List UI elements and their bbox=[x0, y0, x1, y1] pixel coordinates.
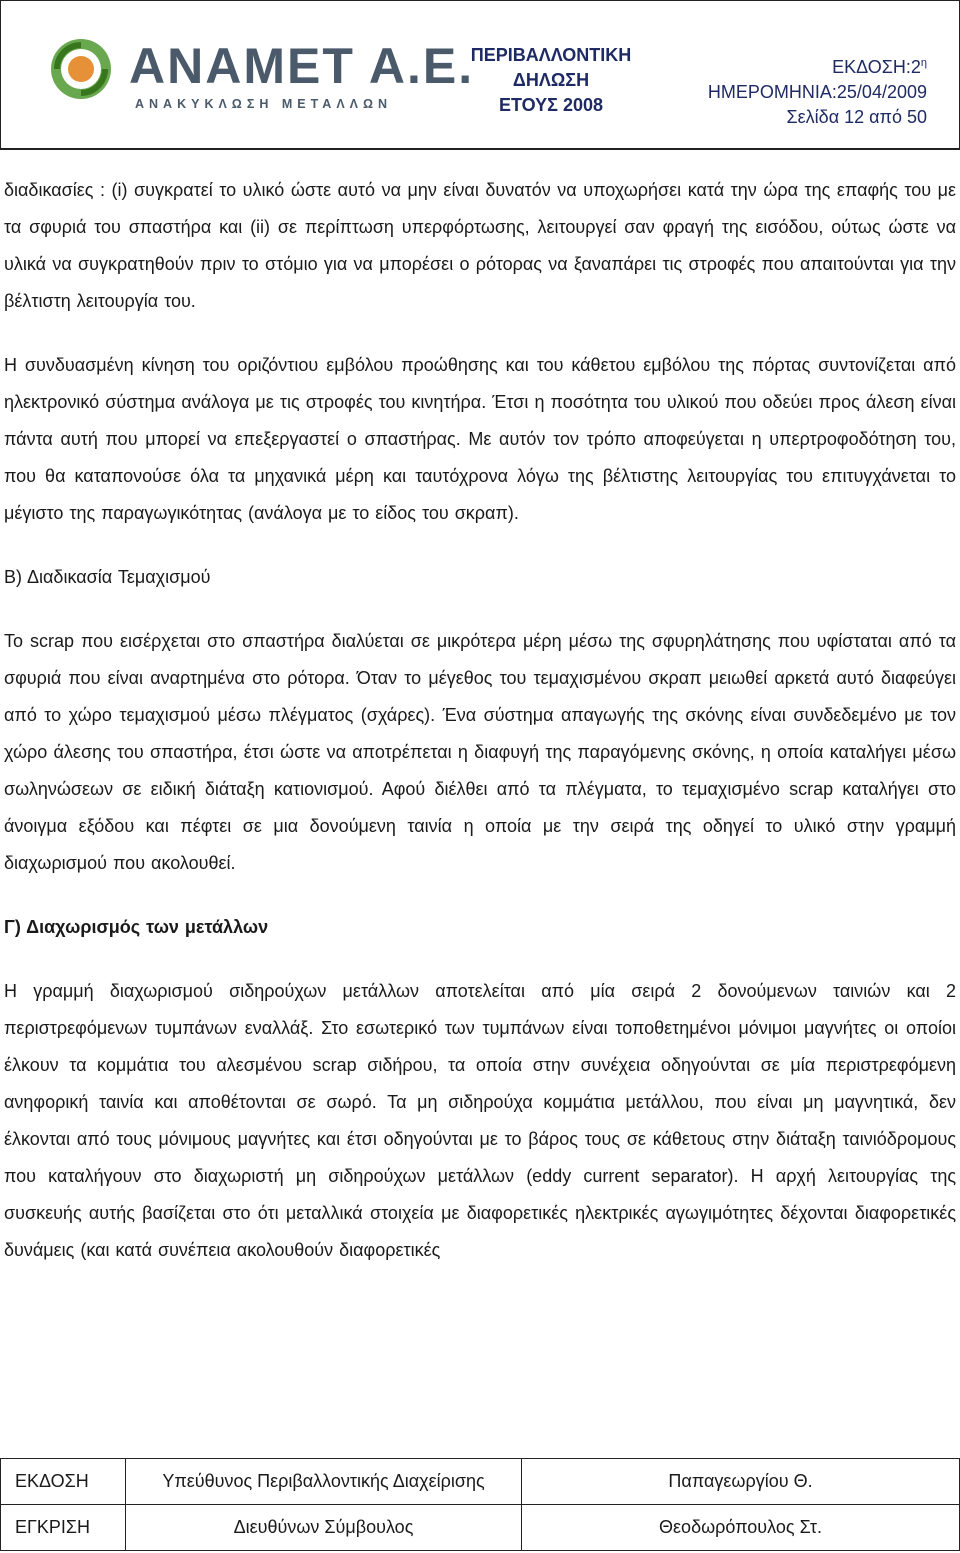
anamet-logo-icon bbox=[45, 33, 117, 105]
footer-label-edition: ΕΚΔΟΣΗ bbox=[1, 1459, 126, 1505]
footer-person-approval: Θεοδωρόπουλος Στ. bbox=[522, 1505, 960, 1551]
logo-tagline: ΑΝΑΚΥΚΛΩΣΗ ΜΕΤΑΛΛΩΝ bbox=[135, 97, 393, 111]
title-line-2: ΔΗΛΩΣΗ bbox=[512, 70, 590, 90]
footer-row-approval bbox=[1, 1505, 960, 1551]
edition-superscript: η bbox=[920, 57, 927, 69]
title-line-3: ΕΤΟΥΣ 2008 bbox=[498, 95, 604, 115]
company-logo bbox=[45, 23, 475, 113]
paragraph-1: διαδικασίες : (i) συγκρατεί το υλικό ώστε αυτό να μην είναι δυνατόν να υποχωρήσει κατά την ώρα της επαφής του με τα σφυριά του σπαστήρα και (ii) σε περίπτωση υπερφόρτωσης, λειτουργεί σαν φραγή της εισόδου, ούτως ώστε να υλικά να συγκρατηθούν πριν το στόμιο για να μπορέσει ο ρότορας να ξαναπάρει τις στροφές που απαιτούνται για την βέλτιστη λειτουργία του. bbox=[4, 180, 956, 311]
section-heading-b: Β) Διαδικασία Τεμαχισμού bbox=[4, 567, 211, 587]
page-number: Σελίδα 12 από 50 bbox=[786, 107, 927, 127]
document-title bbox=[431, 43, 671, 118]
footer-label-approval: ΕΓΚΡΙΣΗ bbox=[1, 1505, 126, 1551]
edition-text: ΕΚΔΟΣΗ:2 bbox=[832, 57, 921, 77]
footer-role-approval: Διευθύνων Σύμβουλος bbox=[126, 1505, 522, 1551]
logo-name: ANAMET A.E. bbox=[129, 38, 475, 94]
document-body bbox=[4, 172, 956, 1269]
document-meta bbox=[708, 51, 927, 130]
document-header bbox=[0, 0, 960, 150]
edition bbox=[708, 51, 927, 80]
paragraph-4: Η γραμμή διαχωρισμού σιδηρούχων μετάλλων αποτελείται από μία σειρά 2 δονούμενων ταινιών και 2 περιστρεφόμενων τυμπάνων εναλλάξ. Στο εσωτερικό των τυμπάνων είναι τοποθετημένοι μόνιμοι μαγνήτες οι οποίοι έλκουν τα κομμάτια του αλεσμένου scrap σιδήρου, τα οποία στην συνέχεια οδηγούνται σε μία περιστρεφόμενη ανηφορική ταινία και αποθέτονται σε σωρό. Τα μη σιδηρούχα κομμάτια μετάλλου, που είναι μη μαγνητικά, δεν έλκονται από τους μόνιμους μαγνήτες και έτσι οδηγούνται με το βάρος τους σε κάθετους στην διάταξη ταινιόδρομους που καταλήγουν στο διαχωριστή μη σιδηρούχων μετάλλων (eddy current separator). Η αρχή λειτουργίας της συσκευής αυτής βασίζεται στο ότι μεταλλικά στοιχεία με διαφορετικές ηλεκτρικές αγωγιμότητες δέχονται διαφορετικές δυνάμεις (και κατά συνέπεια ακολουθούν διαφορετικές bbox=[4, 981, 956, 1260]
footer-person-edition: Παπαγεωργίου Θ. bbox=[522, 1459, 960, 1505]
paragraph-3: Το scrap που εισέρχεται στο σπαστήρα διαλύεται σε μικρότερα μέρη μέσω της σφυρηλάτησης που υφίσταται από τα σφυριά που είναι αναρτημένα στο ρότορα. Όταν το μέγεθος του τεμαχισμένου σκραπ μειωθεί αρκετά αυτό διαφεύγει από το χώρο τεμαχισμού μέσω πλέγματος (σχάρες). Ένα σύστημα απαγωγής της σκόνης είναι συνδεδεμένο με τον χώρο άλεσης του σπαστήρα, έτσι ώστε να αποτρέπεται η διαφυγή της παραγόμενης σκόνης, η οποία καταλήγει μέσω σωληνώσεων σε ειδική διάταξη κατιονισμού. Αφού διέλθει από τα πλέγματα, το τεμαχισμένο scrap καταλήγει στο άνοιγμα εξόδου και πέφτει σε μια δονούμενη ταινία η οποία με την σειρά της οδηγεί το υλικό στην γραμμή διαχωρισμού που ακολουθεί. bbox=[4, 631, 956, 873]
document-footer bbox=[0, 1458, 960, 1551]
footer-row-edition bbox=[1, 1459, 960, 1505]
paragraph-2: Η συνδυασμένη κίνηση του οριζόντιου εμβόλου προώθησης και του κάθετου εμβόλου της πόρτας συντονίζεται από ηλεκτρονικό σύστημα ανάλογα με τις στροφές του κινητήρα. Έτσι η ποσότητα του υλικού που οδεύει προς άλεση είναι πάντα αυτή που μπορεί να επεξεργαστεί ο σπαστήρας. Με αυτόν τον τρόπο αποφεύγεται η υπερτροφοδότηση του, που θα καταπονούσε όλα τα μηχανικά μέρη και ταυτόχρονα λόγω της βέλτιστης λειτουργίας του επιτυγχάνεται το μέγιστο της παραγωγικότητας (ανάλογα με το είδος του σκραπ). bbox=[4, 355, 956, 523]
title-line-1: ΠΕΡΙΒΑΛΛΟΝΤΙΚΗ bbox=[470, 45, 632, 65]
footer-role-edition: Υπεύθυνος Περιβαλλοντικής Διαχείρισης bbox=[126, 1459, 522, 1505]
section-heading-c: Γ) Διαχωρισμός των μετάλλων bbox=[4, 917, 269, 937]
document-date: ΗΜΕΡΟΜΗΝΙΑ:25/04/2009 bbox=[707, 82, 927, 102]
